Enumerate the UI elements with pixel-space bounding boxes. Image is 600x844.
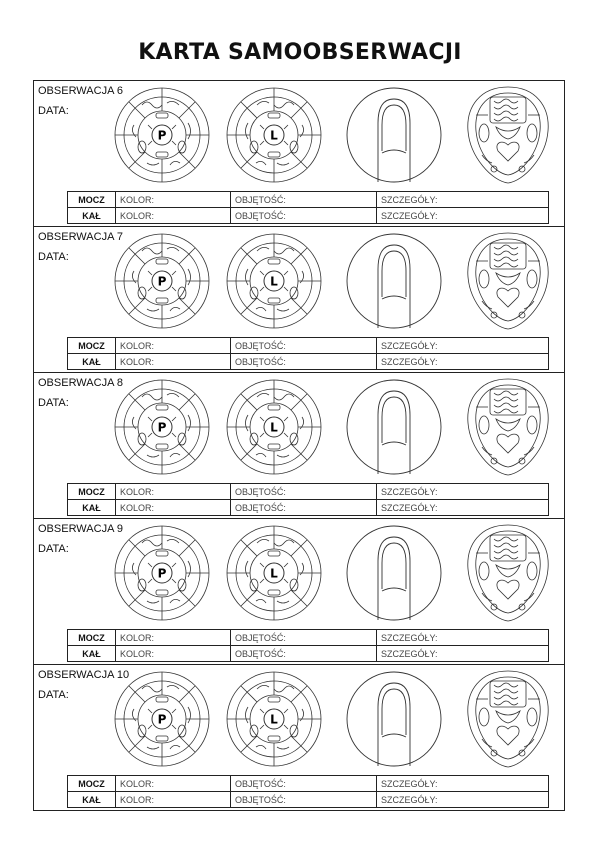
table-row [68, 500, 549, 516]
iris-left-icon [224, 523, 324, 623]
iris-right-label: P [157, 274, 167, 289]
tongue-map-icon [458, 377, 558, 477]
tongue-map-icon [458, 231, 558, 331]
table-row [68, 792, 549, 808]
iris-left-label: L [270, 274, 278, 289]
details-field[interactable]: SZCZEGÓŁY: [377, 776, 549, 792]
volume-field[interactable]: OBJĘTOŚĆ: [231, 192, 377, 208]
color-field[interactable]: KOLOR: [116, 208, 231, 224]
excretion-table [67, 775, 549, 808]
excretion-table [67, 483, 549, 516]
volume-field[interactable]: OBJĘTOŚĆ: [231, 354, 377, 370]
iris-left-icon [224, 669, 324, 769]
color-field[interactable]: KOLOR: [116, 354, 231, 370]
color-field[interactable]: KOLOR: [116, 500, 231, 516]
volume-field[interactable]: OBJĘTOŚĆ: [231, 500, 377, 516]
date-label: DATA: [38, 543, 69, 555]
page-title: KARTA SAMOOBSERWACJI [138, 40, 462, 65]
iris-left-label: L [270, 420, 278, 435]
fingernail-icon [344, 231, 444, 331]
tongue-map-icon [458, 523, 558, 623]
observation-block [34, 227, 564, 373]
iris-left-icon [224, 231, 324, 331]
date-label: DATA: [38, 105, 69, 117]
volume-field[interactable]: OBJĘTOŚĆ: [231, 792, 377, 808]
color-field[interactable]: KOLOR: [116, 792, 231, 808]
color-field[interactable]: KOLOR: [116, 646, 231, 662]
details-field[interactable]: SZCZEGÓŁY: [377, 192, 549, 208]
iris-right-label: P [157, 420, 167, 435]
observation-block [34, 519, 564, 665]
iris-right-label: P [157, 128, 167, 143]
observation-title: OBSERWACJA 7 [38, 231, 123, 243]
date-label: DATA: [38, 251, 69, 263]
date-label: DATA: [38, 397, 69, 409]
stool-label: KAŁ [68, 354, 116, 370]
volume-field[interactable]: OBJĘTOŚĆ: [231, 776, 377, 792]
iris-right-label: P [157, 566, 167, 581]
details-field[interactable]: SZCZEGÓŁY: [377, 484, 549, 500]
iris-right-icon [112, 85, 212, 185]
excretion-table [67, 191, 549, 224]
tongue-map-icon [458, 669, 558, 769]
iris-left-label: L [270, 566, 278, 581]
stool-label: KAŁ [68, 792, 116, 808]
observation-title: OBSERWACJA 10 [38, 669, 130, 681]
fingernail-icon [344, 669, 444, 769]
urine-label: MOCZ [68, 484, 116, 500]
color-field[interactable]: KOLOR: [116, 192, 231, 208]
iris-right-icon [112, 231, 212, 331]
observation-block [34, 665, 564, 810]
excretion-table [67, 629, 549, 662]
observations-list [33, 80, 565, 811]
details-field[interactable]: SZCZEGÓŁY: [377, 208, 549, 224]
table-row [68, 208, 549, 224]
date-label: DATA: [38, 689, 69, 701]
volume-field[interactable]: OBJĘTOŚĆ: [231, 338, 377, 354]
table-row [68, 484, 549, 500]
urine-label: MOCZ [68, 192, 116, 208]
fingernail-icon [344, 523, 444, 623]
urine-label: MOCZ [68, 630, 116, 646]
iris-left-icon [224, 85, 324, 185]
details-field[interactable]: SZCZEGÓŁY: [377, 338, 549, 354]
observation-block [34, 81, 564, 227]
iris-right-label: P [157, 712, 167, 727]
urine-label: MOCZ [68, 776, 116, 792]
details-field[interactable]: SZCZEGÓŁY: [377, 500, 549, 516]
fingernail-icon [344, 377, 444, 477]
table-row [68, 630, 549, 646]
table-row [68, 646, 549, 662]
color-field[interactable]: KOLOR: [116, 338, 231, 354]
table-row [68, 338, 549, 354]
color-field[interactable]: KOLOR: [116, 630, 231, 646]
details-field[interactable]: SZCZEGÓŁY: [377, 630, 549, 646]
iris-left-label: L [270, 128, 278, 143]
volume-field[interactable]: OBJĘTOŚĆ: [231, 484, 377, 500]
volume-field[interactable]: OBJĘTOŚĆ: [231, 646, 377, 662]
observation-title: OBSERWACJA 6 [38, 85, 123, 97]
iris-right-icon [112, 669, 212, 769]
iris-left-label: L [270, 712, 278, 727]
stool-label: KAŁ [68, 500, 116, 516]
color-field[interactable]: KOLOR: [116, 484, 231, 500]
details-field[interactable]: SZCZEGÓŁY: [377, 646, 549, 662]
color-field[interactable]: KOLOR: [116, 776, 231, 792]
details-field[interactable]: SZCZEGÓŁY: [377, 354, 549, 370]
iris-right-icon [112, 523, 212, 623]
details-field[interactable]: SZCZEGÓŁY: [377, 792, 549, 808]
table-row [68, 776, 549, 792]
urine-label: MOCZ [68, 338, 116, 354]
fingernail-icon [344, 85, 444, 185]
table-row [68, 354, 549, 370]
volume-field[interactable]: OBJĘTOŚĆ: [231, 208, 377, 224]
table-row [68, 192, 549, 208]
stool-label: KAŁ [68, 208, 116, 224]
observation-block [34, 373, 564, 519]
iris-left-icon [224, 377, 324, 477]
iris-right-icon [112, 377, 212, 477]
stool-label: KAŁ [68, 646, 116, 662]
observation-title: OBSERWACJA 9 [38, 523, 123, 535]
observation-title: OBSERWACJA 8 [38, 377, 123, 389]
volume-field[interactable]: OBJĘTOŚĆ: [231, 630, 377, 646]
tongue-map-icon [458, 85, 558, 185]
excretion-table [67, 337, 549, 370]
